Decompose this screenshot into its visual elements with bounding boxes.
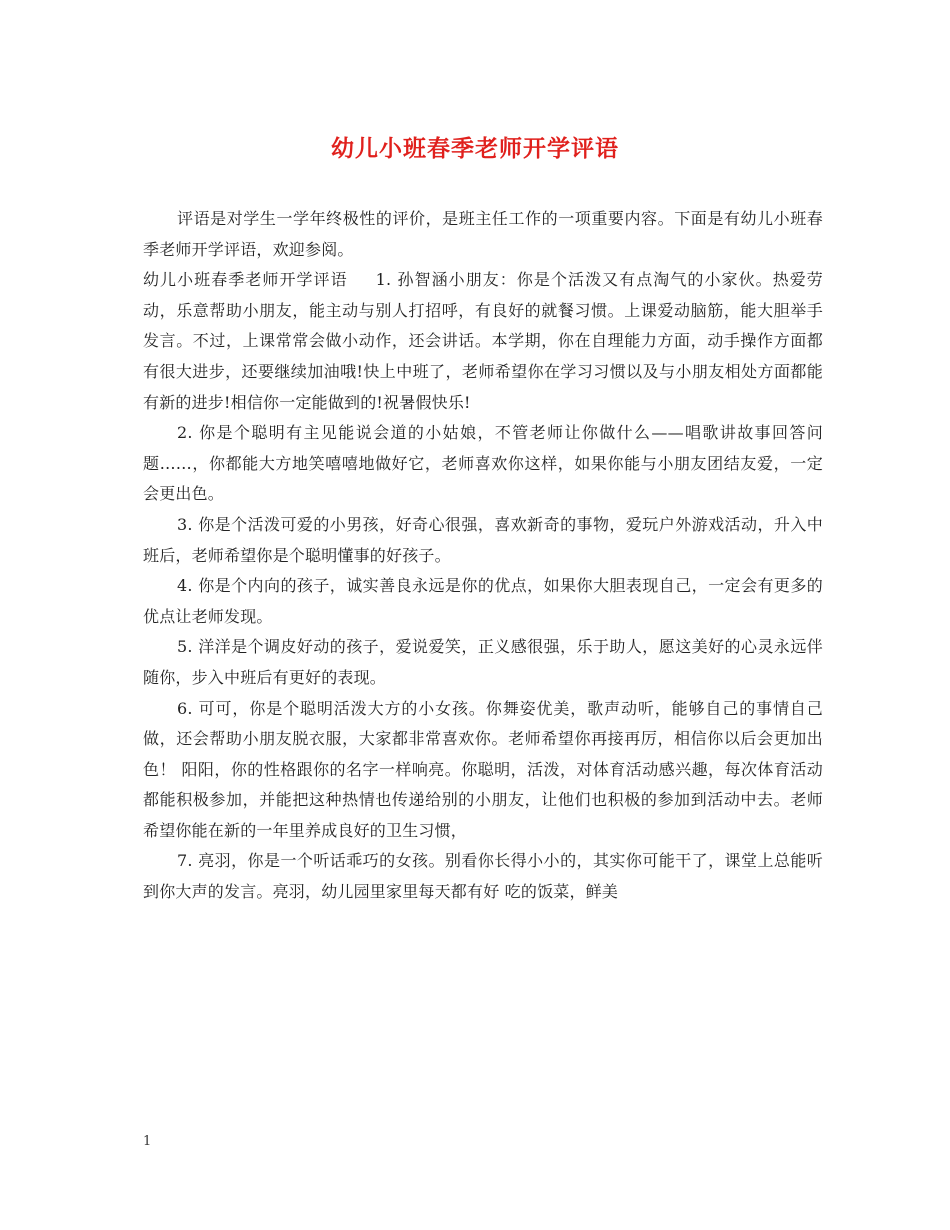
paragraph-1-text: 1. 孙智涵小朋友：你是个活泼又有点淘气的小家伙。热爱劳动，乐意帮助小朋友，能主动与别人打招呼，有良好的就餐习惯。上课爱动脑筋，能大胆举手发言。不过，上课常常会做小动作，还会讲话。本学期，你在自理能力方面，动手操作方面都有很大进步，还要继续加油哦!快上中班了，老师希望你在学习习惯以及与小朋友相处方面都能有新的进步!相信你一定能做到的!祝暑假快乐! (143, 270, 824, 412)
section-label: 幼儿小班春季老师开学评语 (143, 270, 348, 290)
paragraph-5: 5. 洋洋是个调皮好动的孩子，爱说爱笑，正义感很强，乐于助人，愿这美好的心灵永远伴随你，步入中班后有更好的表现。 (143, 637, 823, 687)
document-title: 幼儿小班春季老师开学评语 (331, 135, 619, 162)
paragraph-1 (143, 265, 823, 418)
paragraph-2: 2. 你是个聪明有主见能说会道的小姑娘，不管老师让你做什么——唱歌讲故事回答问题……，你都能大方地笑嘻嘻地做好它，老师喜欢你这样，如果你能与小朋友团结友爱，一定会更出色。 (143, 423, 823, 504)
paragraph-3: 3. 你是个活泼可爱的小男孩，好奇心很强，喜欢新奇的事物，爱玩户外游戏活动，升入中班后，老师希望你是个聪明懂事的好孩子。 (143, 514, 823, 565)
intro-paragraph: 评语是对学生一学年终极性的评价，是班主任工作的一项重要内容。下面是有幼儿小班春季老师开学评语，欢迎参阅。 (143, 209, 823, 259)
page-number: 1 (143, 1134, 152, 1149)
document-body (143, 204, 823, 908)
paragraph-4: 4. 你是个内向的孩子，诚实善良永远是你的优点，如果你大胆表现自己，一定会有更多的优点让老师发现。 (143, 576, 823, 626)
paragraph-7: 7. 亮羽，你是一个听话乖巧的女孩。别看你长得小小的，其实你可能干了，课堂上总能听到你大声的发言。亮羽，幼儿园里家里每天都有好 吃的饭菜，鲜美 (143, 851, 823, 902)
paragraph-6: 6. 可可，你是个聪明活泼大方的小女孩。你舞姿优美，歌声动听，能够自己的事情自己做，还会帮助小朋友脱衣服，大家都非常喜欢你。老师希望你再接再厉，相信你以后会更加出色！ 阳阳，你的性格跟你的名字一样响亮。你聪明，活泼，对体育活动感兴趣，每次体育活动都能积极参加，并能把这种热情也传递给别的小朋友，让他们也积极的参加到活动中去。老师希望你能在新的一年里养成良好的卫生习惯， (143, 698, 823, 840)
